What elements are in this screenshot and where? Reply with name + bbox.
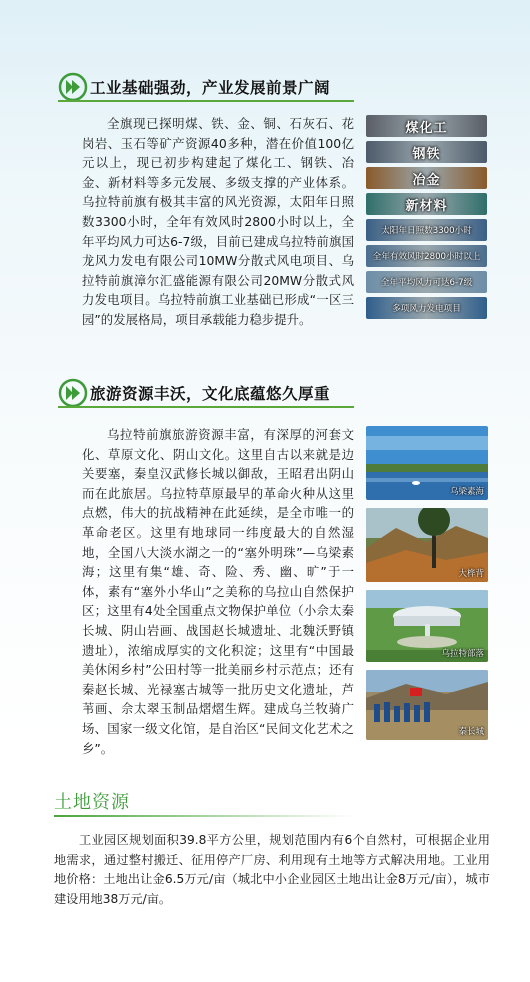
land-paragraph: 工业园区规划面积39.8平方公里，规划范围内有6个自然村，可根据企业用地需求，通过整村搬迁、征用停产厂房、利用现有土地等方式解决用地。工业用地价格：土地出让金6.5万元/亩（城北中小企业园区土地出让金8万元/亩），城市建设用地38万元/亩。 (54, 833, 490, 906)
tag-label: 全年平均风力可达6-7级 (380, 278, 473, 288)
industry-tag (366, 141, 487, 163)
tag-label: 煤化工 (405, 120, 448, 136)
photo-dahuabei (366, 508, 488, 582)
section-title: 旅游资源丰沃，文化底蕴悠久厚重 (90, 385, 331, 403)
photo-caption: 乌拉特部落 (441, 649, 484, 659)
photo-wuliangsuhai (366, 426, 488, 500)
play-arrow-icon (58, 72, 88, 102)
tourism-paragraph: 乌拉特前旗旅游资源丰富，有深厚的河套文化、草原文化、阴山文化。这里自古以来就是边关要塞，秦皇汉武修长城以御敌，王昭君出阴山而在此旅居。乌拉特草原最早的革命火种从这里点燃，伟大的抗战精神在此延续，是全市唯一的革命老区。这里有地球同一纬度最大的自然湿地，全国八大淡水湖之一的“塞外明珠”—乌梁素海；这里有集“雄、奇、险、秀、幽、旷”于一体，素有“塞外小华山”之美称的乌拉山自然保护区；这里有4处全国重点文物保护单位（小佘太秦长城、阴山岩画、战国赵长城遗址、北魏沃野镇遗址），浓缩成厚实的文化积淀；这里有“中国最美休闲乡村”公田村等一批美丽乡村示范点；还有秦赵长城、光禄塞古城等一批历史文化遗址，芦苇画、佘太翠玉制品熠熠生辉。建成乌兰牧骑广场、国家一级文化馆，是自治区“民间文化艺术之乡”。 (82, 427, 354, 756)
tag-label: 多项风力发电项目 (392, 304, 461, 314)
photo-caption: 乌梁素海 (449, 487, 484, 497)
industry-tag (366, 297, 487, 319)
section-title-land: 土地资源 (54, 792, 130, 813)
photo-caption: 秦长城 (458, 727, 484, 737)
section-title: 工业基础强劲，产业发展前景广阔 (90, 79, 331, 97)
industry-tag (366, 115, 487, 137)
industry-paragraph: 全旗现已探明煤、铁、金、铜、石灰石、花岗岩、玉石等矿产资源40多种，潜在价值100亿元以上，现已初步构建起了煤化工、钢铁、冶金、新材料等多元发展、多级支撑的产业体系。乌拉特前旗有极其丰富的风光资源，太阳年日照数3300小时，全年有效风时2800小时以上，全年平均风力可达6-7级，目前已建成乌拉特前旗国龙风力发电有限公司10MW分散式风电项目、乌拉特前旗漳尔汇盛能源有限公司20MW分散式风力发电项目。乌拉特前旗工业基础已形成“一区三园”的发展格局，项目承载能力稳步提升。 (82, 116, 354, 327)
photo-caption: 大桦背 (458, 569, 484, 579)
tag-label: 太阳年日照数3300小时 (381, 226, 472, 236)
industry-tag (366, 219, 487, 241)
industry-tags (366, 115, 487, 323)
photo-qin-great-wall (366, 670, 488, 740)
industry-tag (366, 193, 487, 215)
section-underline (58, 100, 354, 102)
industry-tag (366, 167, 487, 189)
photo-wulate-buluo (366, 590, 488, 662)
section-underline (58, 406, 354, 408)
tag-label: 冶金 (412, 172, 441, 188)
tag-label: 全年有效风时2800小时以上 (372, 252, 481, 262)
section-underline (54, 815, 354, 817)
tag-label: 钢铁 (412, 146, 441, 162)
section-header-industry (58, 72, 330, 102)
tag-label: 新材料 (405, 198, 448, 214)
industry-tag (366, 271, 487, 293)
section-header-tourism (58, 378, 330, 408)
industry-tag (366, 245, 487, 267)
play-arrow-icon (58, 378, 88, 408)
